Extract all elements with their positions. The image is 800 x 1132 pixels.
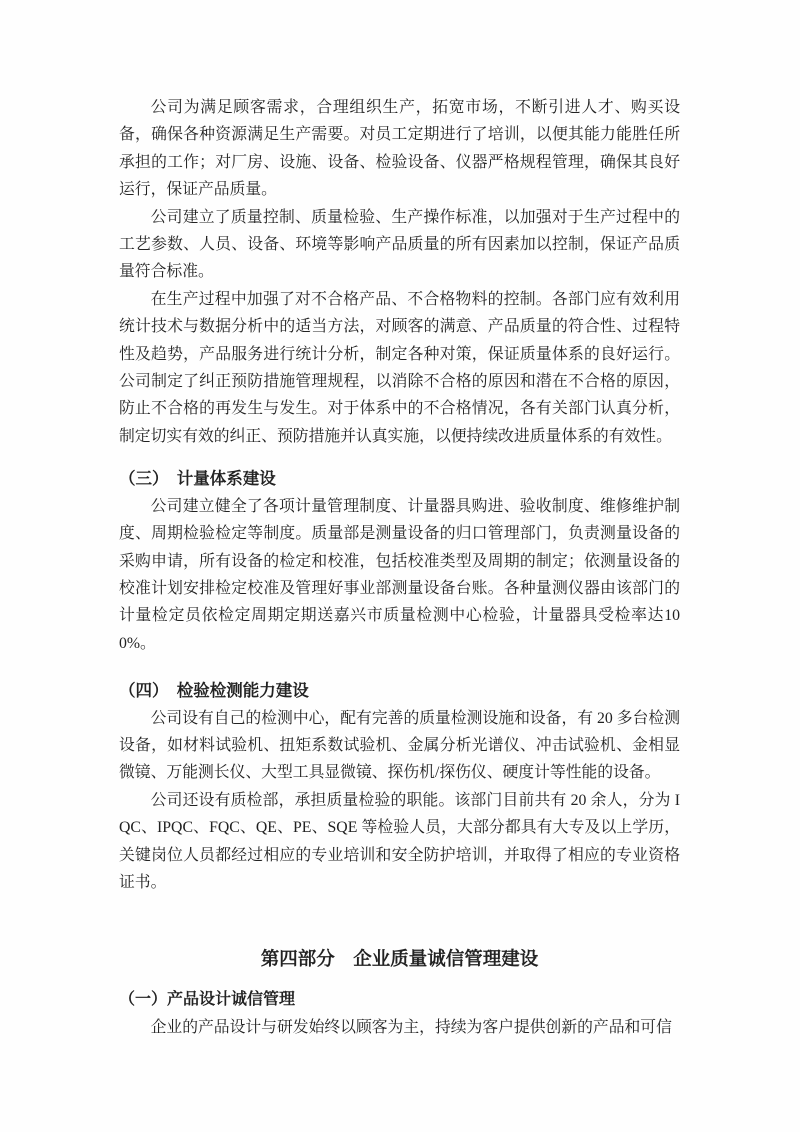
section-heading-metrology-system: （三） 计量体系建设 — [119, 469, 276, 489]
paragraph-metrology-system: 公司建立健全了各项计量管理制度、计量器具购进、验收制度、维修维护制度、周期检验检定等制度。质量部是测量设备的归口管理部门，负责测量设备的采购申请，所有设备的检定和校准，包括校准类型及周期的制定；依测量设备的校准计划安排检定校准及管理好事业部测量设备台账。各种量测仪器由该部门的计量检定员依检定周期定期送嘉兴市质量检测中心检验，计量器具受检率达100%。 — [119, 497, 680, 652]
paragraph-testing-center-equipment: 公司设有自己的检测中心，配有完善的质量检测设施和设备，有 20 多台检测设备，如材料试验机、扭矩系数试验机、金属分析光谱仪、冲击试验机、金相显微镜、万能测长仪、大型工具显微镜、探伤机/探伤仪、硬度计等性能的设备。 — [119, 709, 680, 782]
paragraph-quality-inspection-department: 公司还设有质检部，承担质量检验的职能。该部门目前共有 20 余人，分为 IQC、IPQC、FQC、QE、PE、SQE 等检验人员，大部分都具有大专及以上学历，关键岗位人员都经过相应的专业培训和安全防护培训，并取得了相应的专业资格证书。 — [119, 791, 680, 891]
paragraph-quality-control-standards: 公司建立了质量控制、质量检验、生产操作标准，以加强对于生产过程中的工艺参数、人员、设备、环境等影响产品质量的所有因素加以控制，保证产品质量符合标准。 — [119, 208, 680, 281]
section-heading-inspection-capability: （四） 检验检测能力建设 — [119, 681, 309, 701]
paragraph-nonconforming-control: 在生产过程中加强了对不合格产品、不合格物料的控制。各部门应有效利用统计技术与数据分析中的适当方法，对顾客的满意、产品质量的符合性、过程特性及趋势，产品服务进行统计分析，制定各种对策，保证质量体系的良好运行。公司制定了纠正预防措施管理规程，以消除不合格的原因和潜在不合格的原因，防止不合格的再发生与发生。对于体系中的不合格情况，各有关部门认真分析，制定切实有效的纠正、预防措施并认真实施，以便持续改进质量体系的有效性。 — [119, 290, 680, 445]
subsection-heading-product-design-integrity: （一）产品设计诚信管理 — [119, 991, 296, 1009]
paragraph-resources-production: 公司为满足顾客需求，合理组织生产，拓宽市场，不断引进人才、购买设备，确保各种资源满足生产需要。对员工定期进行了培训，以便其能力能胜任所承担的工作；对厂房、设施、设备、检验设备、仪器严格规程管理，确保其良好运行，保证产品质量。 — [119, 99, 680, 199]
paragraph-product-design-intro: 企业的产品设计与研发始终以顾客为主，持续为客户提供创新的产品和可信 — [150, 1018, 672, 1036]
part-heading-quality-integrity-management: 第四部分 企业质量诚信管理建设 — [260, 950, 539, 971]
